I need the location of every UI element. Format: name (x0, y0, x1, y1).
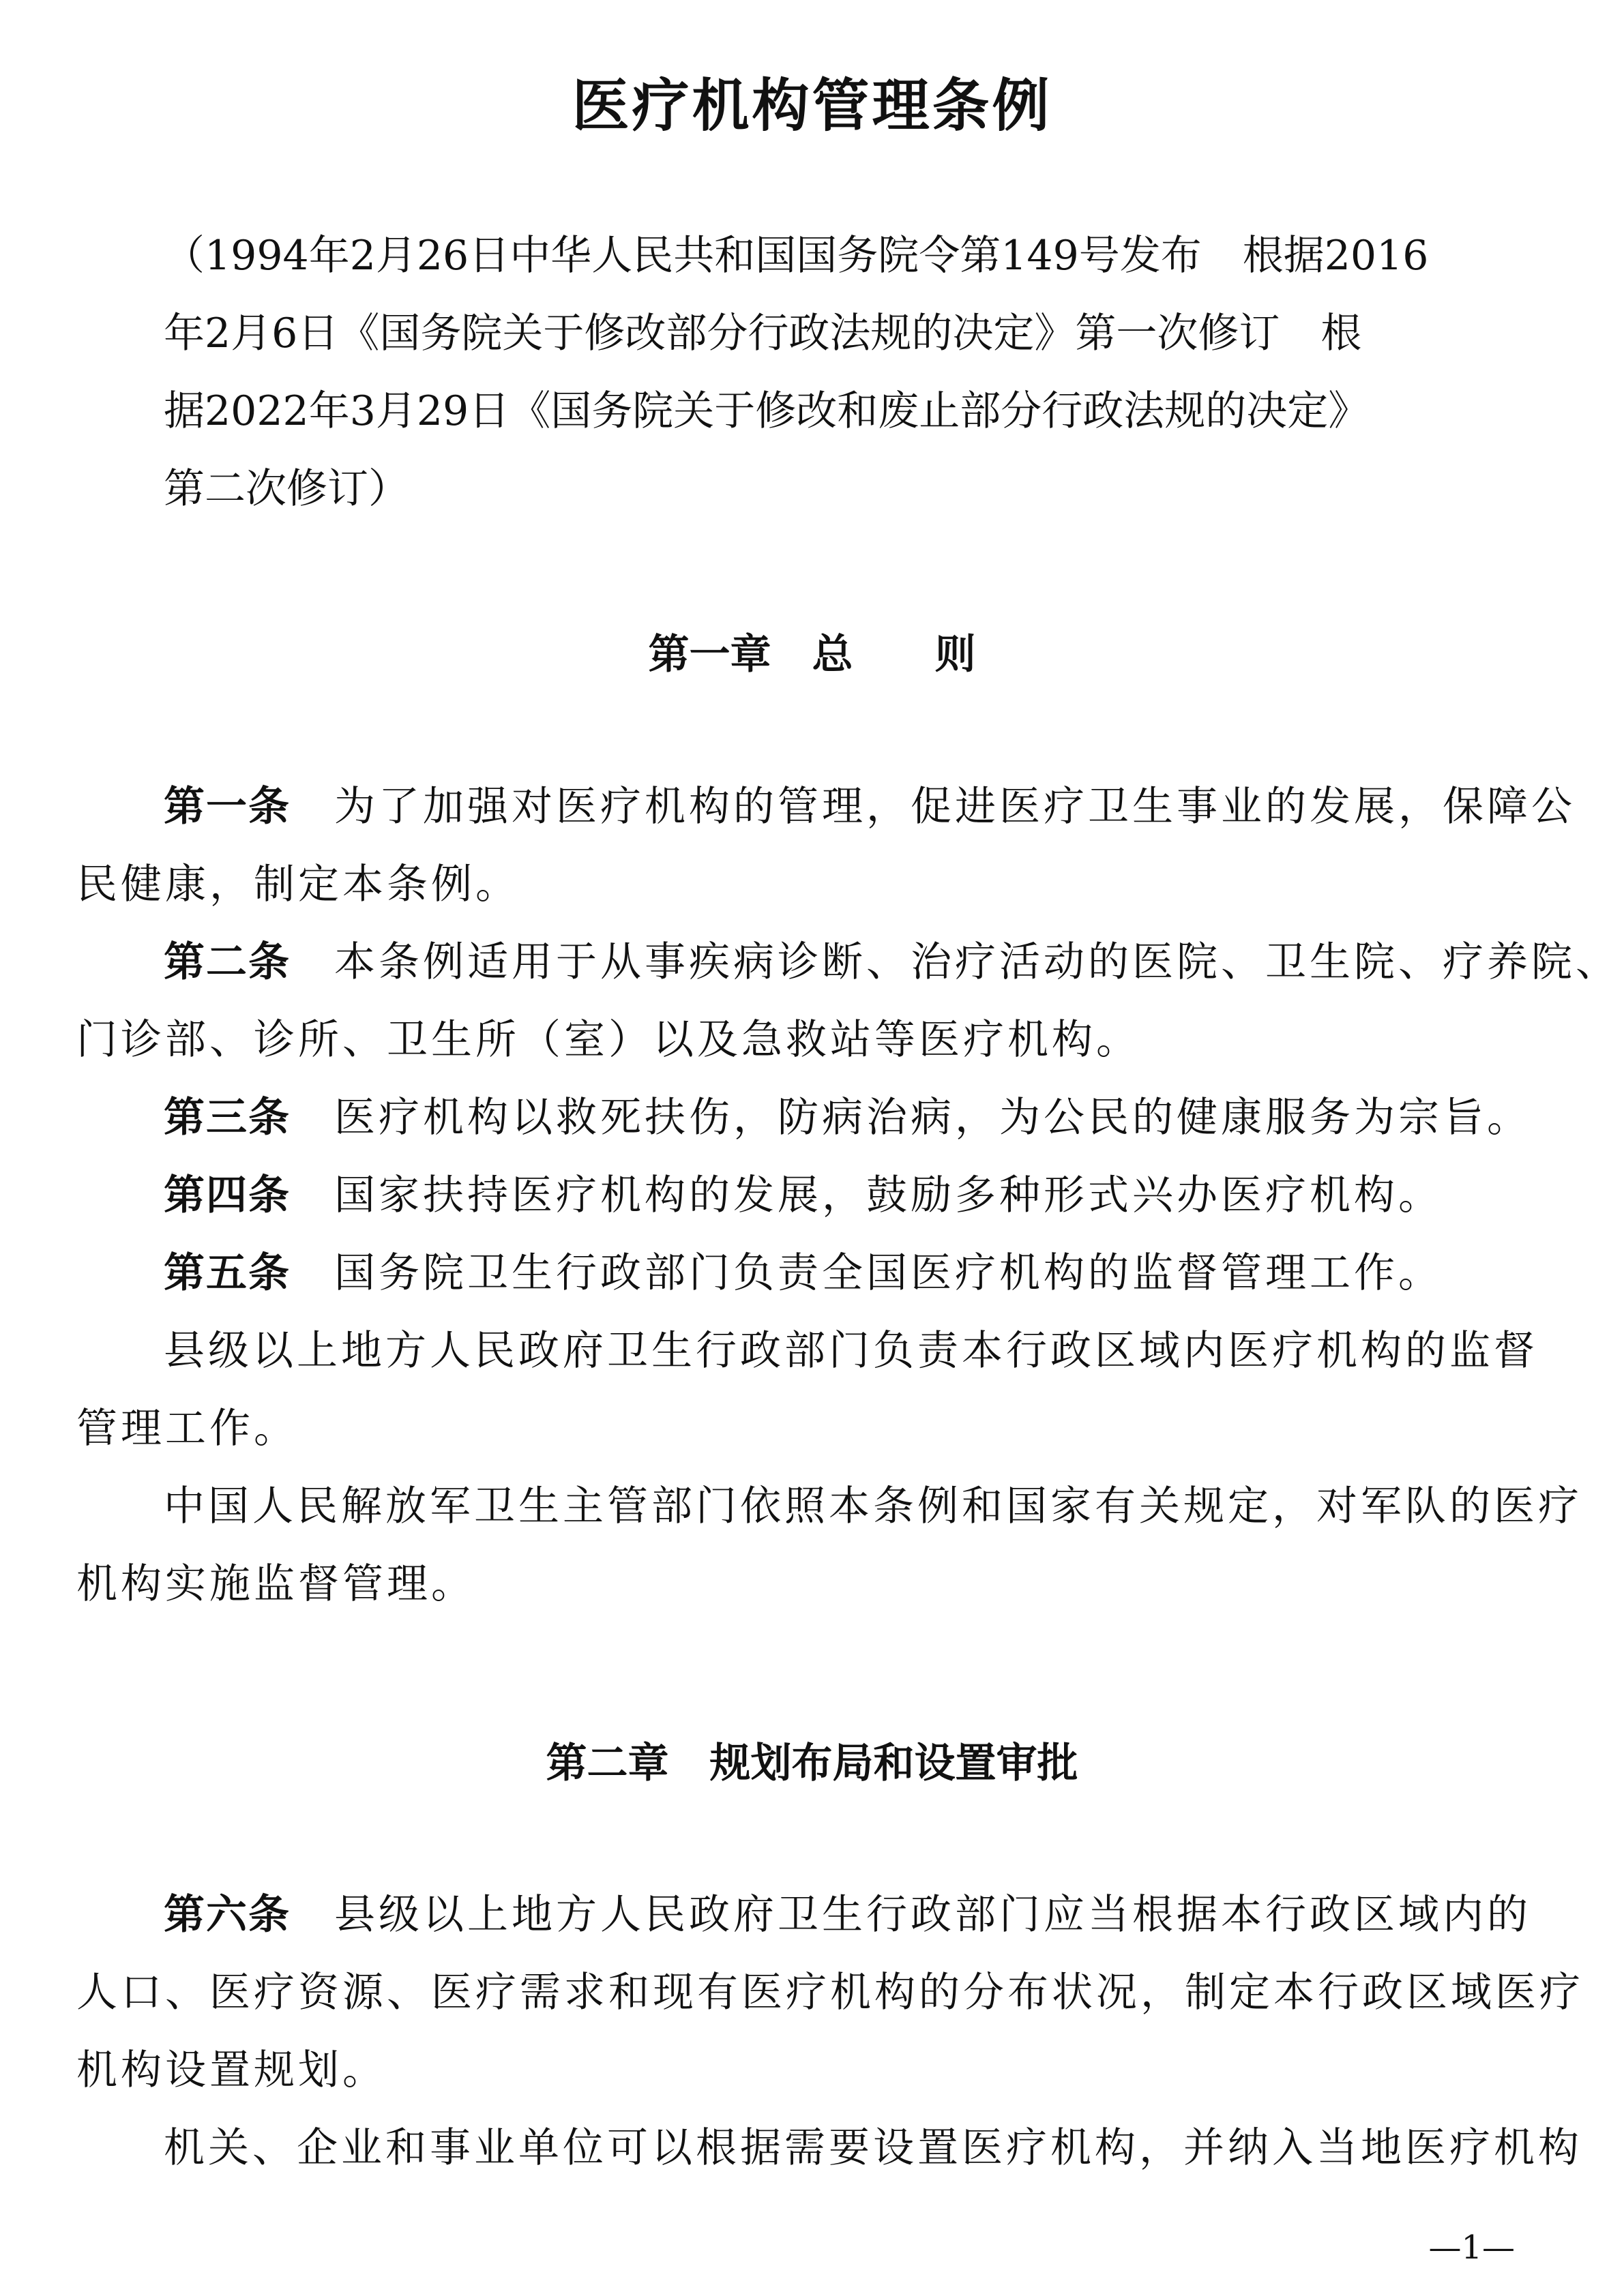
article-5-text: 国务院卫生行政部门负责全国医疗机构的监督管理工作。 (334, 1249, 1443, 1297)
preamble-line: （1994年2月26日中华人民共和国国务院令第149号发布 根据2016 (164, 232, 1429, 280)
article-1-line: 民健康，制定本条例。 (76, 861, 520, 908)
chapter-1-heading: 第一章 总 则 (648, 631, 976, 679)
paragraph-line: 机关、企业和事业单位可以根据需要设置医疗机构，并纳入当地医疗机构 (164, 2124, 1582, 2172)
preamble-line: 据2022年3月29日《国务院关于修改和废止部分行政法规的决定》 (164, 387, 1370, 435)
page-number: —1— (1428, 2228, 1515, 2267)
chapter-2-heading: 第二章 规划布局和设置审批 (546, 1740, 1078, 1787)
article-4-label: 第四条 (164, 1172, 291, 1219)
article-1-label: 第一条 (164, 783, 291, 831)
article-6-line (76, 1876, 1550, 1954)
preamble-line: 年2月6日《国务院关于修改部分行政法规的决定》第一次修订 根 (164, 310, 1362, 357)
article-2-text: 本条例适用于从事疾病诊断、治疗活动的医院、卫生院、疗养院、 (334, 938, 1620, 986)
article-3-line (76, 1079, 1550, 1157)
document-preamble (164, 217, 1473, 528)
article-6-text: 县级以上地方人民政府卫生行政部门应当根据本行政区域内的 (334, 1891, 1531, 1939)
article-4-line (76, 1157, 1550, 1234)
article-4-text: 国家扶持医疗机构的发展，鼓励多种形式兴办医疗机构。 (334, 1172, 1443, 1219)
chapter-1-body (76, 768, 1620, 1623)
article-1-line (76, 768, 1576, 846)
paragraph-line: 管理工作。 (76, 1405, 298, 1452)
article-2-line (76, 923, 1620, 1001)
article-6-line: 机构设置规划。 (76, 2046, 387, 2094)
paragraph-line: 机构实施监督管理。 (76, 1560, 475, 1608)
article-3-label: 第三条 (164, 1094, 291, 1142)
chapter-2-body (76, 1876, 1584, 2187)
article-5-line (76, 1234, 1550, 1312)
article-1-text: 为了加强对医疗机构的管理，促进医疗卫生事业的发展，保障公 (334, 783, 1576, 831)
article-6-line: 人口、医疗资源、医疗需求和现有医疗机构的分布状况，制定本行政区域医疗 (76, 1969, 1584, 2016)
paragraph-line: 中国人民解放军卫生主管部门依照本条例和国家有关规定，对军队的医疗 (164, 1482, 1582, 1530)
preamble-line: 第二次修订） (164, 465, 409, 513)
article-2-label: 第二条 (164, 938, 291, 986)
article-5-label: 第五条 (164, 1249, 291, 1297)
paragraph-line: 县级以上地方人民政府卫生行政部门负责本行政区域内医疗机构的监督 (164, 1327, 1538, 1375)
document-title: 医疗机构管理条例 (572, 72, 1052, 139)
article-3-text: 医疗机构以救死扶伤，防病治病，为公民的健康服务为宗旨。 (334, 1094, 1531, 1142)
article-2-line: 门诊部、诊所、卫生所（室）以及急救站等医疗机构。 (76, 1016, 1140, 1064)
article-6-label: 第六条 (164, 1891, 291, 1939)
